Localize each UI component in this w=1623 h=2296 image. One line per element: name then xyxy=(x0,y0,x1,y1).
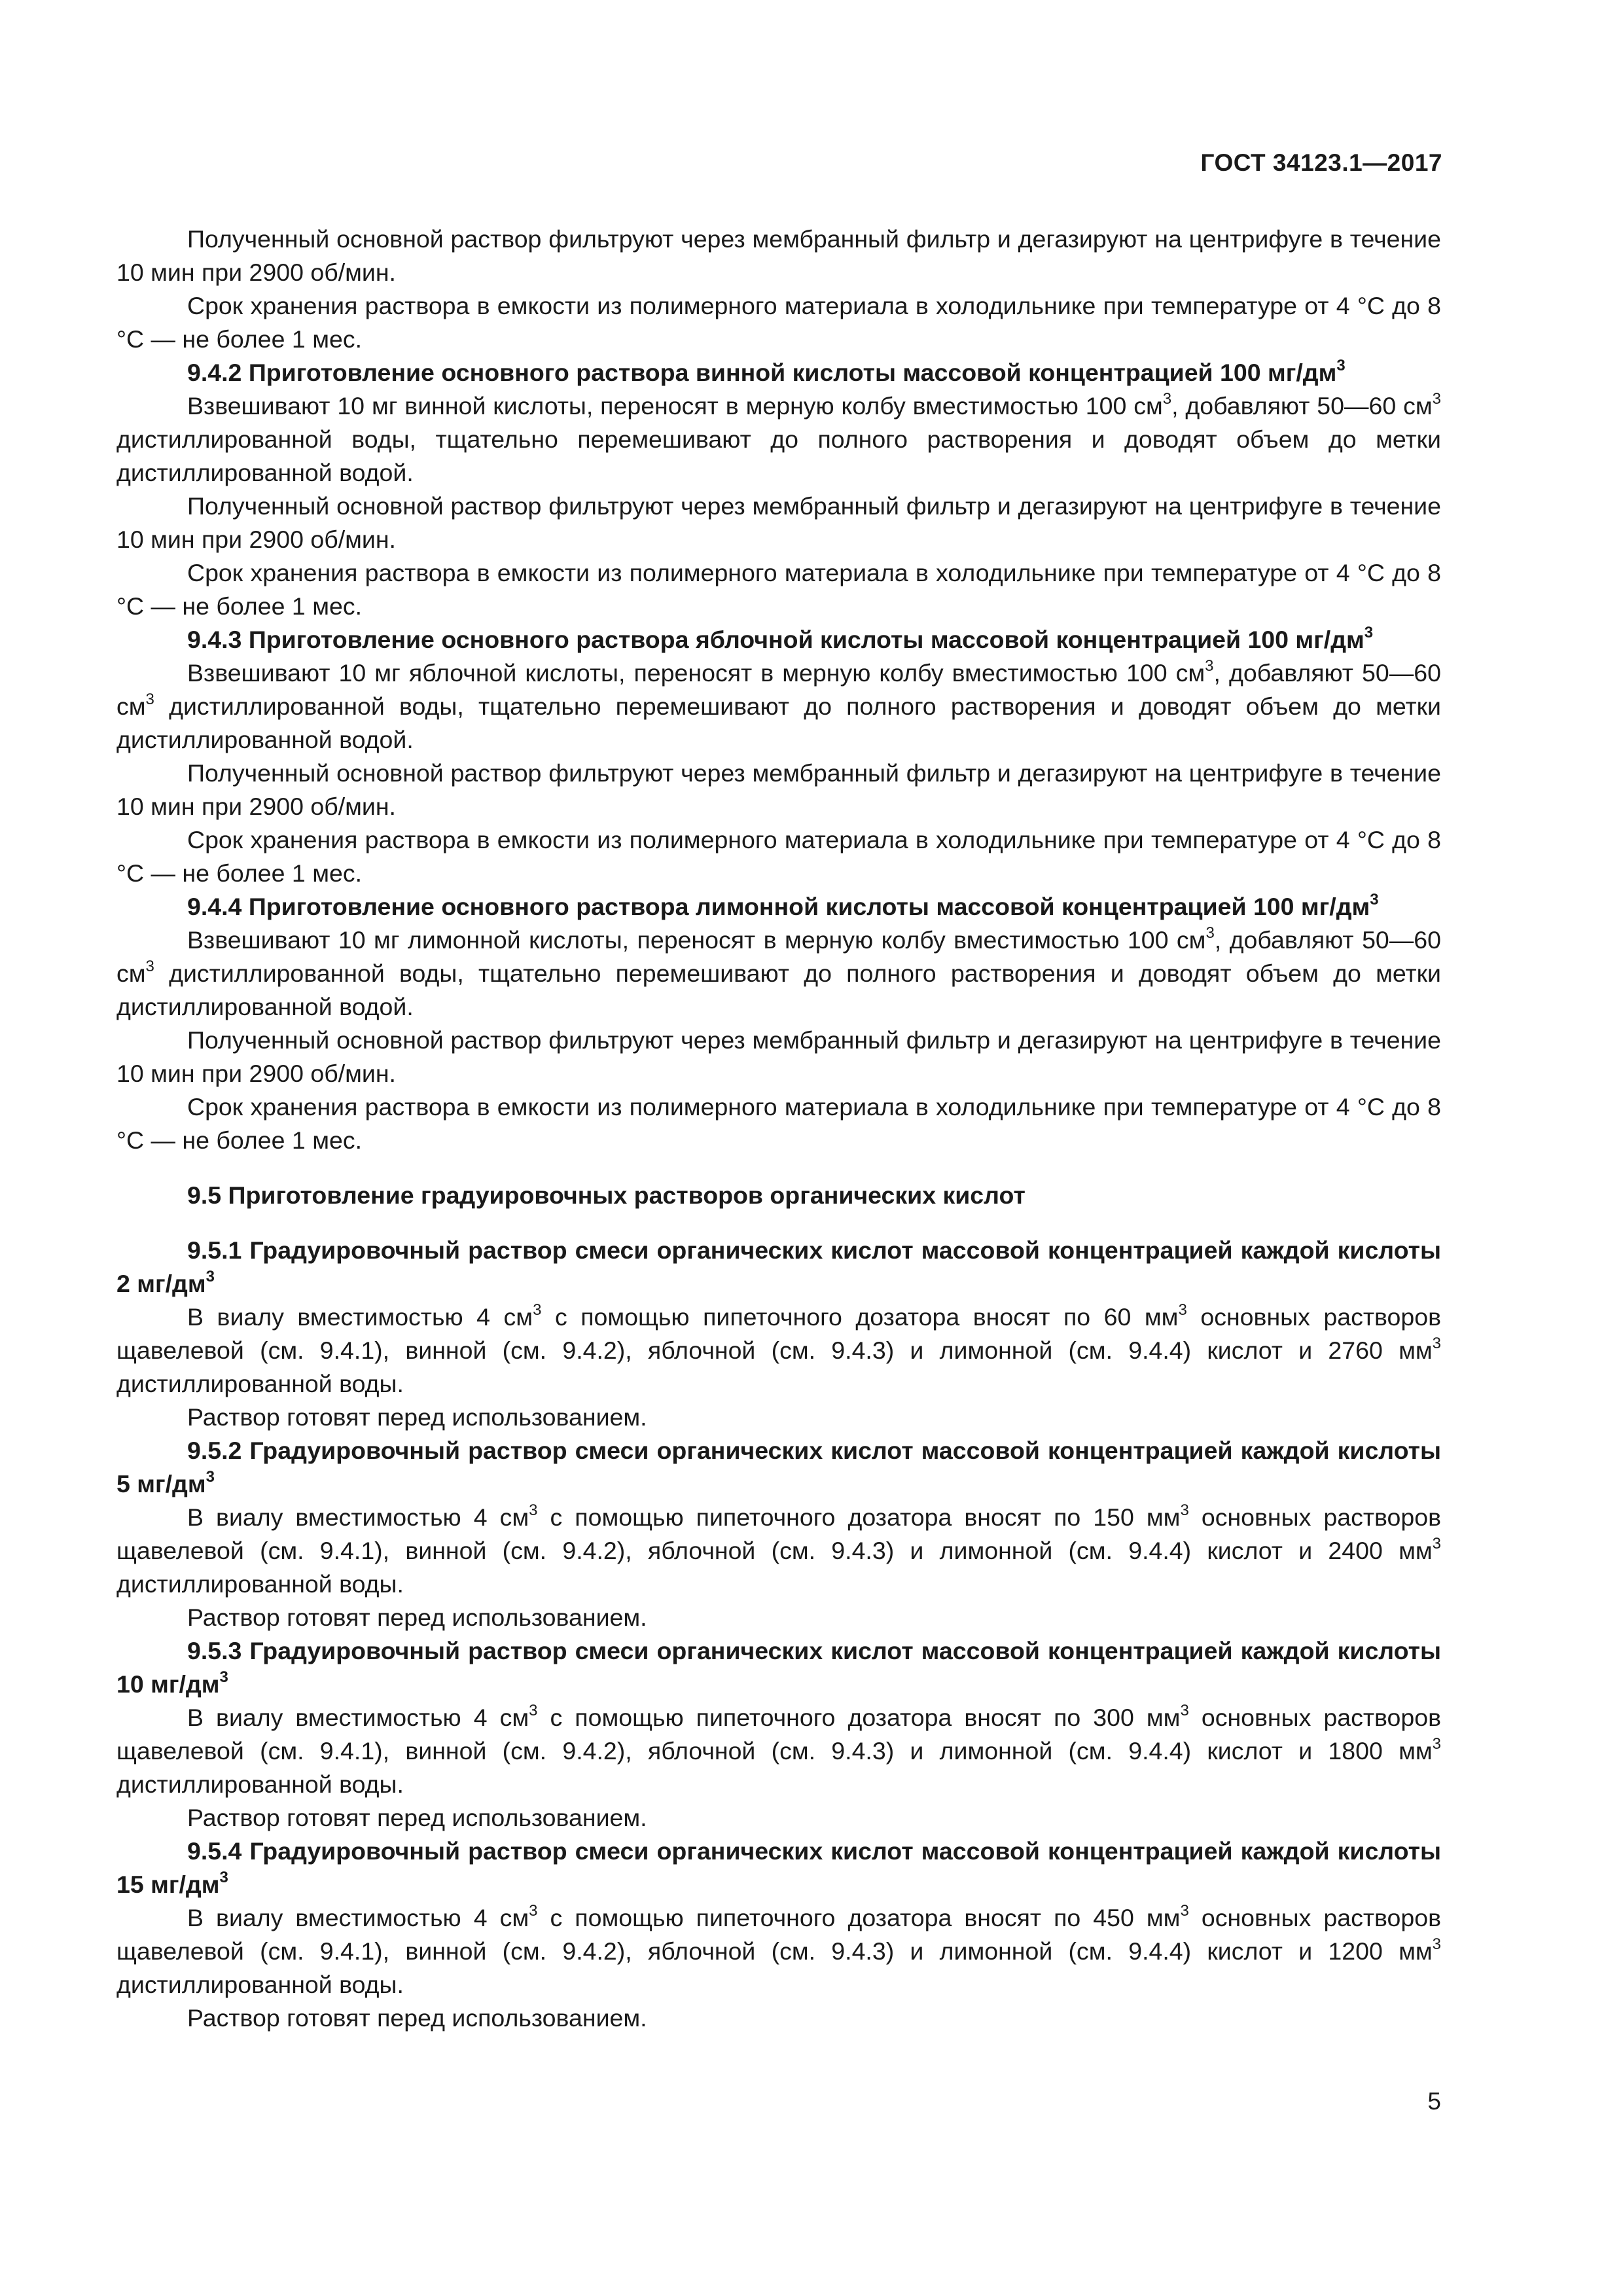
text-run: Взвешивают 10 мг винной кислоты, переносят в мерную колбу вместимостью 100 см xyxy=(187,392,1163,420)
text-run: дистиллированной воды. xyxy=(116,1971,404,1998)
text-run: Раствор готовят перед использованием. xyxy=(187,1804,647,1831)
superscript: 3 xyxy=(205,1468,215,1486)
text-run: Взвешивают 10 мг лимонной кислоты, переносят в мерную колбу вместимостью 100 см xyxy=(187,926,1206,954)
text-run: , добавляют 50—60 см xyxy=(1171,392,1433,420)
body-paragraph xyxy=(116,2001,1441,2035)
body-paragraph xyxy=(116,1401,1441,1434)
superscript: 3 xyxy=(529,1501,538,1519)
superscript: 3 xyxy=(219,1668,228,1686)
text-run: основных растворов щавелевой (см. 9.4.1), винной (см. 9.4.2), яблочной (см. 9.4.3) и лимонной (см. 9.4.4) кислот и 2760 мм xyxy=(116,1303,1442,1364)
superscript: 3 xyxy=(1162,390,1172,408)
text-run: 9.5.3 Градуировочный раствор смеси органических кислот массовой концентрацией каждой кислоты 10 мг/дм xyxy=(116,1637,1441,1698)
text-run: Полученный основной раствор фильтруют через мембранный фильтр и дегазируют на центрифуге в течение 10 мин при 2900 об/мин. xyxy=(116,1026,1441,1087)
body-paragraph xyxy=(116,823,1441,890)
text-run: , добавляют 50—60 см xyxy=(116,659,1441,720)
superscript: 3 xyxy=(1432,1535,1441,1552)
text-run: основных растворов щавелевой (см. 9.4.1), винной (см. 9.4.2), яблочной (см. 9.4.3) и лимонной (см. 9.4.4) кислот и 1800 мм xyxy=(116,1704,1442,1765)
body-paragraph xyxy=(116,1901,1441,2001)
section-heading xyxy=(116,356,1441,389)
body-paragraph xyxy=(116,490,1441,556)
superscript: 3 xyxy=(1370,891,1379,908)
text-run: Раствор готовят перед использованием. xyxy=(187,1403,647,1431)
superscript: 3 xyxy=(145,958,154,975)
superscript: 3 xyxy=(529,1702,538,1719)
body-paragraph xyxy=(116,556,1441,623)
body-paragraph xyxy=(116,1300,1441,1401)
text-run: Полученный основной раствор фильтруют через мембранный фильтр и дегазируют на центрифуге в течение 10 мин при 2900 об/мин. xyxy=(116,759,1441,820)
document-code: ГОСТ 34123.1—2017 xyxy=(1200,149,1442,176)
text-run: Раствор готовят перед использованием. xyxy=(187,1604,647,1631)
text-run: дистиллированной воды, тщательно перемешивают до полного растворения и доводят объем до метки дистиллированной водой. xyxy=(116,960,1441,1020)
text-run: 9.4.4 Приготовление основного раствора лимонной кислоты массовой концентрацией 100 мг/дм xyxy=(187,893,1370,920)
text-run: Срок хранения раствора в емкости из полимерного материала в холодильнике при температуре от 4 °С до 8 °С — не более 1 мес. xyxy=(116,826,1441,887)
body-paragraph xyxy=(116,1701,1441,1801)
superscript: 3 xyxy=(1180,1702,1189,1719)
superscript: 3 xyxy=(1180,1501,1189,1519)
text-run: Полученный основной раствор фильтруют через мембранный фильтр и дегазируют на центрифуге в течение 10 мин при 2900 об/мин. xyxy=(116,225,1441,286)
text-run: с помощью пипеточного дозатора вносят по 450 мм xyxy=(537,1904,1181,1931)
text-run: дистиллированной воды. xyxy=(116,1370,404,1397)
superscript: 3 xyxy=(1336,357,1346,374)
body-paragraph xyxy=(116,223,1441,289)
body-paragraph xyxy=(116,289,1441,356)
body-paragraph xyxy=(116,1601,1441,1634)
text-run: 9.4.2 Приготовление основного раствора винной кислоты массовой концентрацией 100 мг/дм xyxy=(187,359,1337,386)
text-run: дистиллированной воды, тщательно перемешивают до полного растворения и доводят объем до метки дистиллированной водой. xyxy=(116,425,1441,486)
superscript: 3 xyxy=(219,1869,228,1886)
text-run: дистиллированной воды, тщательно перемешивают до полного растворения и доводят объем до метки дистиллированной водой. xyxy=(116,692,1441,753)
section-heading xyxy=(116,890,1441,924)
text-run: В виалу вместимостью 4 см xyxy=(187,1704,529,1731)
section-heading xyxy=(116,1835,1441,1901)
superscript: 3 xyxy=(1432,1935,1441,1953)
document-body xyxy=(116,223,1441,2035)
superscript: 3 xyxy=(1432,1335,1441,1352)
text-run: Срок хранения раствора в емкости из полимерного материала в холодильнике при температуре от 4 °С до 8 °С — не более 1 мес. xyxy=(116,292,1441,353)
body-paragraph xyxy=(116,1090,1441,1157)
text-run: 9.5.2 Градуировочный раствор смеси органических кислот массовой концентрацией каждой кислоты 5 мг/дм xyxy=(116,1437,1441,1498)
superscript: 3 xyxy=(1432,1735,1441,1753)
superscript: 3 xyxy=(529,1902,538,1920)
text-run: дистиллированной воды. xyxy=(116,1570,404,1598)
body-paragraph xyxy=(116,389,1441,490)
superscript: 3 xyxy=(145,691,154,708)
text-run: с помощью пипеточного дозатора вносят по 300 мм xyxy=(537,1704,1181,1731)
text-run: В виалу вместимостью 4 см xyxy=(187,1303,533,1331)
body-paragraph xyxy=(116,656,1441,757)
section-heading xyxy=(116,1179,1441,1212)
text-run: 9.5.1 Градуировочный раствор смеси органических кислот массовой концентрацией каждой кислоты 2 мг/дм xyxy=(116,1236,1441,1297)
text-run: В виалу вместимостью 4 см xyxy=(187,1904,529,1931)
body-paragraph xyxy=(116,757,1441,823)
body-paragraph xyxy=(116,924,1441,1024)
text-run: В виалу вместимостью 4 см xyxy=(187,1503,529,1531)
section-heading xyxy=(116,1434,1441,1501)
section-heading xyxy=(116,1634,1441,1701)
superscript: 3 xyxy=(1180,1902,1189,1920)
superscript: 3 xyxy=(1205,924,1215,942)
superscript: 3 xyxy=(205,1268,215,1285)
text-run: 9.4.3 Приготовление основного раствора яблочной кислоты массовой концентрацией 100 мг/дм xyxy=(187,626,1364,653)
text-run: Полученный основной раствор фильтруют через мембранный фильтр и дегазируют на центрифуге в течение 10 мин при 2900 об/мин. xyxy=(116,492,1441,553)
superscript: 3 xyxy=(1364,624,1374,641)
text-run: 9.5 Приготовление градуировочных растворов органических кислот xyxy=(187,1181,1026,1209)
text-run: Срок хранения раствора в емкости из полимерного материала в холодильнике при температуре от 4 °С до 8 °С — не более 1 мес. xyxy=(116,559,1441,620)
text-run: с помощью пипеточного дозатора вносят по 60 мм xyxy=(541,1303,1179,1331)
body-paragraph xyxy=(116,1024,1441,1090)
section-heading xyxy=(116,623,1441,656)
superscript: 3 xyxy=(1432,390,1441,408)
page-number: 5 xyxy=(1427,2088,1441,2115)
text-run: Взвешивают 10 мг яблочной кислоты, переносят в мерную колбу вместимостью 100 см xyxy=(187,659,1205,687)
superscript: 3 xyxy=(533,1301,542,1319)
body-paragraph xyxy=(116,1501,1441,1601)
text-run: Раствор готовят перед использованием. xyxy=(187,2004,647,2032)
superscript: 3 xyxy=(1205,657,1214,675)
text-run: Срок хранения раствора в емкости из полимерного материала в холодильнике при температуре от 4 °С до 8 °С — не более 1 мес. xyxy=(116,1093,1441,1154)
superscript: 3 xyxy=(1178,1301,1187,1319)
text-run: , добавляют 50—60 см xyxy=(116,926,1441,987)
text-run: 9.5.4 Градуировочный раствор смеси органических кислот массовой концентрацией каждой кислоты 15 мг/дм xyxy=(116,1837,1441,1898)
text-run: с помощью пипеточного дозатора вносят по 150 мм xyxy=(537,1503,1181,1531)
text-run: основных растворов щавелевой (см. 9.4.1), винной (см. 9.4.2), яблочной (см. 9.4.3) и лимонной (см. 9.4.4) кислот и 2400 мм xyxy=(116,1503,1442,1564)
section-heading xyxy=(116,1234,1441,1300)
text-run: дистиллированной воды. xyxy=(116,1770,404,1798)
text-run: основных растворов щавелевой (см. 9.4.1), винной (см. 9.4.2), яблочной (см. 9.4.3) и лимонной (см. 9.4.4) кислот и 1200 мм xyxy=(116,1904,1442,1965)
body-paragraph xyxy=(116,1801,1441,1835)
